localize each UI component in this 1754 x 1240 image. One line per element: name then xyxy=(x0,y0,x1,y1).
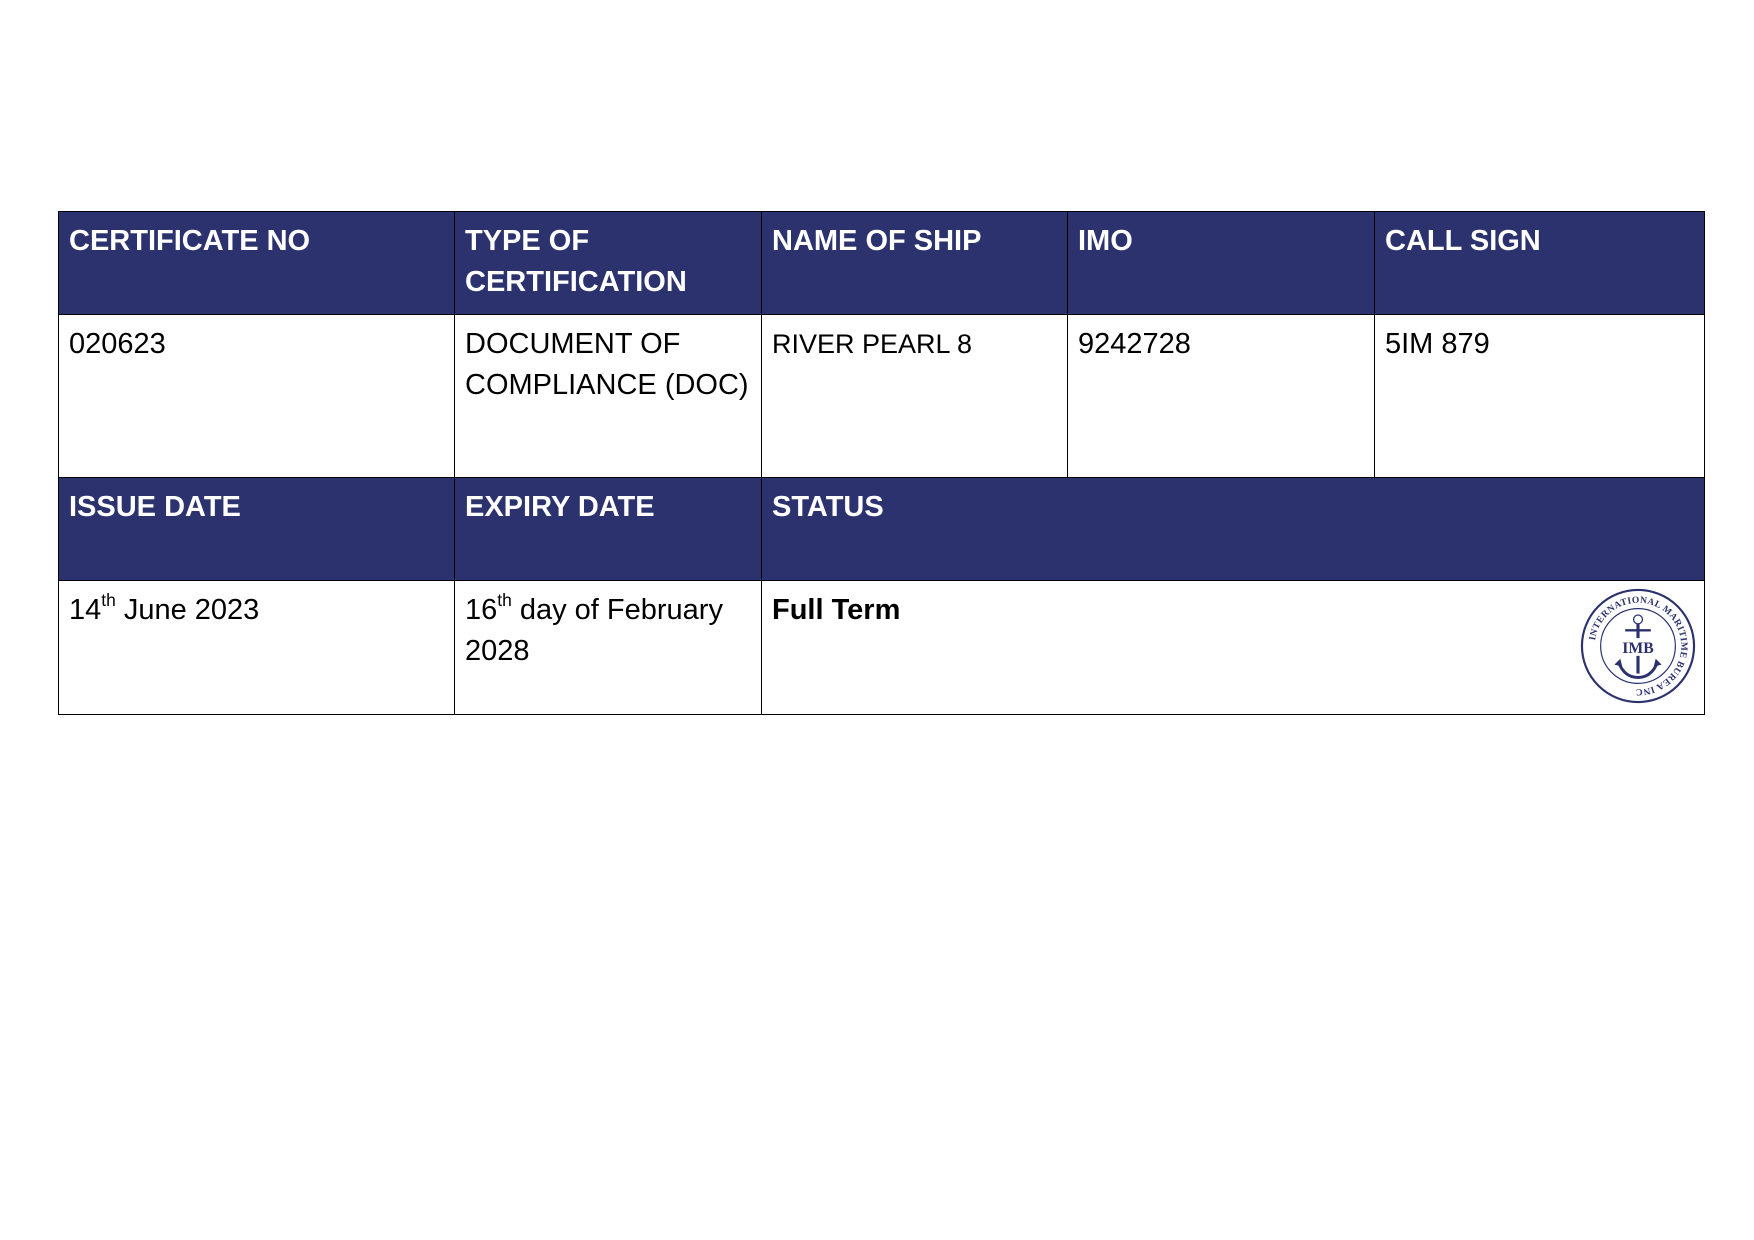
status-text: Full Term xyxy=(772,594,901,626)
seal-center-text: IMB xyxy=(1622,639,1654,657)
value-issue-date xyxy=(59,581,455,715)
value-type-of-certification: DOCUMENT OF COMPLIANCE (DOC) xyxy=(455,315,762,478)
issue-day-suffix: th xyxy=(101,589,116,610)
seal-ring-text: INTERNATIONAL MARITIME BUREA INC xyxy=(1588,595,1689,697)
value-imo: 9242728 xyxy=(1068,315,1375,478)
header-certificate-no: CERTIFICATE NO xyxy=(59,212,455,315)
expiry-day: 16 xyxy=(465,594,498,626)
header-call-sign: CALL SIGN xyxy=(1375,212,1705,315)
value-certificate-no: 020623 xyxy=(59,315,455,478)
header-name-of-ship: NAME OF SHIP xyxy=(762,212,1068,315)
header-issue-date: ISSUE DATE xyxy=(59,478,455,581)
value-name-of-ship: RIVER PEARL 8 xyxy=(762,315,1068,478)
certificate-table xyxy=(58,211,1705,715)
value-status xyxy=(762,581,1705,715)
header-imo: IMO xyxy=(1068,212,1375,315)
table-row xyxy=(59,212,1705,315)
header-type-of-certification: TYPE OF CERTIFICATION xyxy=(455,212,762,315)
table-row xyxy=(59,315,1705,478)
issue-month-year: June 2023 xyxy=(115,594,260,626)
issue-day: 14 xyxy=(69,594,102,626)
expiry-month-year: day of February 2028 xyxy=(465,594,723,667)
table-row xyxy=(59,478,1705,581)
value-expiry-date xyxy=(455,581,762,715)
header-status: STATUS xyxy=(762,478,1705,581)
anchor-seal-icon xyxy=(1579,587,1697,705)
expiry-day-suffix: th xyxy=(497,589,512,610)
header-expiry-date: EXPIRY DATE xyxy=(455,478,762,581)
value-call-sign: 5IM 879 xyxy=(1375,315,1705,478)
table-row xyxy=(59,581,1705,715)
